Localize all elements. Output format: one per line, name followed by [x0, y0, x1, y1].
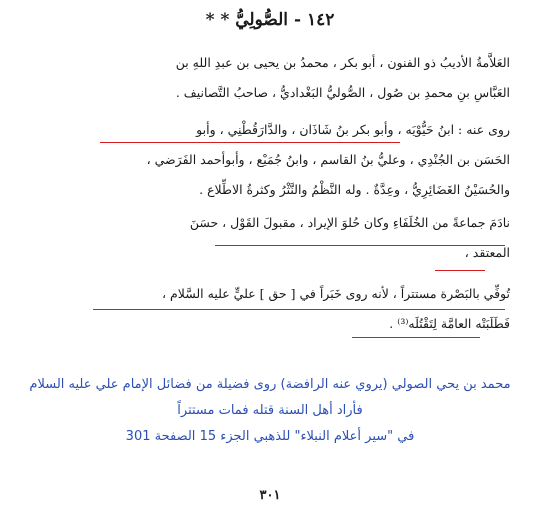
paragraph-character — [90, 208, 510, 268]
text-line: تُوفِّي بالبَصْرة مستتراً ، لأنه روى خَبَراً في [ حق ] عليٍّ عليه السَّلام ، — [162, 286, 510, 301]
text-line: روى عنه : ابنُ حَيُّوْيَه ، وأبو بكر بنُ شَاذَان ، والدَّارَقُطْنِي ، وأبو — [196, 122, 510, 137]
page-number: ٣٠١ — [259, 488, 281, 503]
text-line: الحَسَن بن الجُنْدِي ، وعليُّ بنُ القاسم ، وابنُ جُمَيْع ، وأبوأحمد الفَرَضي ، — [146, 152, 510, 167]
text-line: والحُسَيْنُ الغَضَائِرِيُّ ، وعِدَّةٌ . وله النَّظْمُ والنَّثْرُ وكثرةُ الاطِّلاع . — [199, 182, 510, 197]
red-underline — [435, 270, 485, 271]
text-line: العَبَّاسِ بنِ محمدِ بن صُول ، الصُّوليُّ البَغْداديُّ ، صاحبُ التَّصانيف . — [175, 85, 510, 100]
paragraph-narrators — [90, 115, 510, 205]
paragraph-intro — [90, 48, 510, 108]
entry-title: ١٤٢ - الصُّولِيُّ * * — [205, 10, 335, 30]
commentary-line: محمد بن يحي الصولي (يروي عنه الرافضة) روى فضيلة من فضائل الإمام علي عليه السلام — [29, 377, 511, 392]
commentary-citation: في "سير أعلام النبلاء" للذهبي الجزء 15 الصفحة 301 — [125, 429, 415, 444]
text-line: العَلاَّمةُ الأديبُ ذو الفنون ، أبو بكر ، محمدُ بن يحيى بن عبدِ اللهِ بن — [175, 55, 510, 70]
text-line: نادَمَ جماعةً من الخُلَفَاءِ وكان حُلوَ الإيراد ، مقبولَ القَوْل ، حسَنَ — [189, 215, 510, 230]
commentary-block — [0, 372, 540, 450]
commentary-line: فأراد أهل السنة قتله فمات مستتراً — [177, 403, 363, 418]
paragraph-death — [90, 279, 510, 339]
text-line: فَطَلَبَتْه العامَّة لِتَقْتُلَه⁽³⁾ . — [389, 316, 510, 331]
text-line: المعتقد ، — [464, 245, 510, 260]
